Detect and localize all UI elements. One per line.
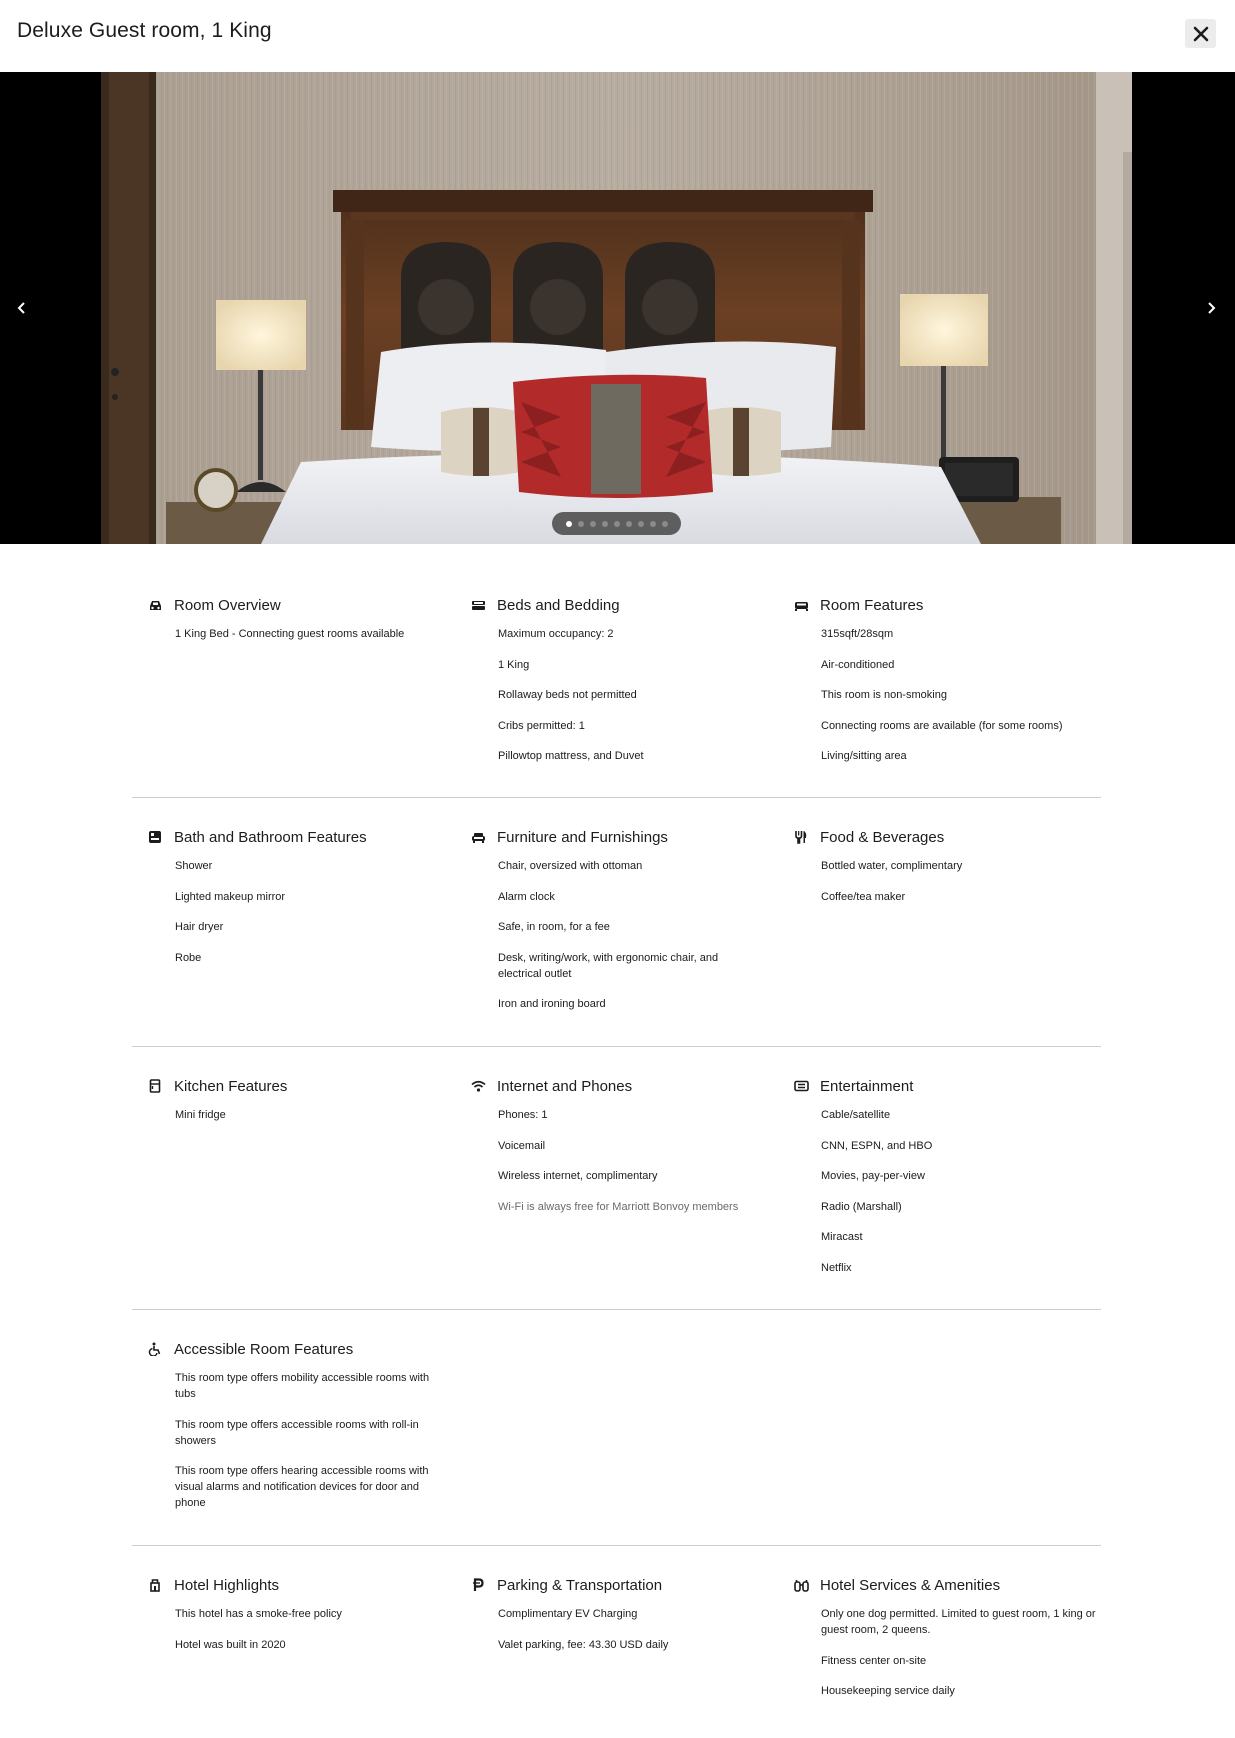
ticket-icon [793, 1078, 809, 1094]
section-title: Room Overview [174, 596, 281, 614]
list-item: Only one dog permitted. Limited to guest room, 1 king or guest room, 2 queens. [821, 1608, 1096, 1636]
list-item: 315sqft/28sqm [821, 628, 894, 640]
hotel-services-column [778, 1574, 1096, 1714]
list-item: Movies, pay-per-view [821, 1170, 925, 1182]
furniture-column [455, 826, 755, 1027]
room-title: Deluxe Guest room, 1 King [17, 19, 272, 42]
kitchen-column [132, 1075, 432, 1138]
sofa-icon [470, 829, 486, 845]
chevron-right-icon [1205, 301, 1217, 315]
list-item: Lighted makeup mirror [175, 890, 286, 903]
gallery-dot[interactable] [578, 521, 584, 527]
bathtub-icon [147, 829, 163, 845]
photo-gallery [0, 72, 1235, 544]
gallery-dot[interactable] [638, 521, 644, 527]
parking-icon [470, 1577, 486, 1593]
list-item: Cable/satellite [821, 1109, 891, 1121]
list-item: Mini fridge [175, 1109, 226, 1121]
list-item: Complimentary EV Charging [498, 1608, 638, 1620]
list-item: Radio (Marshall) [821, 1200, 902, 1213]
gallery-dot[interactable] [662, 521, 668, 527]
list-item: This room is non-smoking [821, 689, 947, 701]
list-item: Valet parking, fee: 43.30 USD daily [498, 1638, 669, 1651]
list-item: Hotel was built in 2020 [175, 1638, 286, 1651]
list-item: Connecting rooms are available (for some rooms) [821, 719, 1063, 732]
bed-icon [470, 597, 486, 613]
gallery-dot[interactable] [614, 521, 620, 527]
list-item: 1 King [498, 658, 530, 671]
wifi-icon [470, 1078, 486, 1094]
room-overview-column [132, 594, 432, 657]
list-item: Voicemail [498, 1139, 546, 1152]
fridge-icon [147, 1078, 163, 1094]
list-item: Wireless internet, complimentary [498, 1170, 658, 1182]
entertainment-column [778, 1075, 1078, 1290]
room-photo [101, 72, 1132, 544]
bath-column [132, 826, 432, 980]
parking-column [455, 1574, 755, 1667]
section-divider [132, 1545, 1101, 1546]
list-item: Chair, oversized with ottoman [498, 860, 643, 872]
list-item: This room type offers hearing accessible rooms with visual alarms and notification devices for door and phone [175, 1465, 429, 1509]
list-item: Bottled water, complimentary [821, 860, 963, 872]
list-item: Coffee/tea maker [821, 890, 906, 903]
section-title: Room Features [820, 596, 924, 614]
list-item: Safe, in room, for a fee [498, 921, 610, 933]
section-title: Food & Beverages [820, 828, 945, 846]
list-item: Shower [175, 860, 213, 872]
list-item: Living/sitting area [821, 750, 907, 762]
wheelchair-icon [147, 1341, 163, 1357]
section-title: Kitchen Features [174, 1077, 288, 1095]
gallery-dot[interactable] [626, 521, 632, 527]
list-item: 1 King Bed - Connecting guest rooms available [175, 628, 405, 640]
list-item: This hotel has a smoke-free policy [175, 1608, 342, 1620]
gallery-pagination [552, 512, 681, 535]
list-item: Fitness center on-site [821, 1654, 927, 1667]
section-title: Parking & Transportation [497, 1576, 663, 1594]
food-column [778, 826, 1078, 919]
accessible-column [132, 1338, 432, 1526]
list-item: Air-conditioned [821, 658, 895, 671]
section-title: Bath and Bathroom Features [174, 828, 367, 846]
list-item: Miracast [821, 1231, 863, 1243]
list-item: Robe [175, 951, 202, 964]
gallery-dot[interactable] [602, 521, 608, 527]
gallery-dot[interactable] [566, 521, 572, 527]
binoculars-icon [793, 1577, 809, 1593]
bed-side-icon [793, 597, 809, 613]
section-divider [132, 1046, 1101, 1047]
room-features-column [778, 594, 1078, 779]
close-icon [1193, 26, 1209, 42]
list-item: Maximum occupancy: 2 [498, 628, 614, 640]
previous-photo-button[interactable] [0, 286, 44, 330]
list-item: Netflix [821, 1261, 852, 1274]
list-item: Phones: 1 [498, 1109, 548, 1121]
list-item: Housekeeping service daily [821, 1685, 955, 1697]
chevron-left-icon [16, 301, 28, 315]
section-divider [132, 1309, 1101, 1310]
next-photo-button[interactable] [1189, 286, 1233, 330]
gallery-dot[interactable] [590, 521, 596, 527]
hotel-icon [147, 1577, 163, 1593]
section-title: Furniture and Furnishings [497, 828, 668, 846]
list-item: Alarm clock [498, 890, 555, 903]
internet-column [455, 1075, 755, 1229]
section-divider [132, 797, 1101, 798]
list-item: Pillowtop mattress, and Duvet [498, 750, 644, 762]
list-item: Iron and ironing board [498, 998, 606, 1010]
list-item: Cribs permitted: 1 [498, 719, 585, 732]
gallery-dot[interactable] [650, 521, 656, 527]
list-item: Rollaway beds not permitted [498, 689, 637, 701]
fork-knife-icon [793, 829, 809, 845]
list-item: CNN, ESPN, and HBO [821, 1139, 933, 1152]
section-title: Beds and Bedding [497, 596, 620, 614]
list-item: Desk, writing/work, with ergonomic chair, and electrical outlet [498, 951, 719, 980]
beds-column [455, 594, 755, 779]
list-item: Hair dryer [175, 921, 224, 933]
section-title: Entertainment [820, 1077, 914, 1095]
car-icon [147, 597, 163, 613]
section-title: Internet and Phones [497, 1077, 633, 1095]
section-title: Hotel Services & Amenities [820, 1576, 1001, 1594]
hotel-highlights-column [132, 1574, 432, 1667]
modal-header [0, 0, 1235, 72]
section-title: Hotel Highlights [174, 1576, 280, 1594]
list-item: This room type offers accessible rooms with roll-in showers [175, 1418, 419, 1447]
wifi-note: Wi-Fi is always free for Marriott Bonvoy members [498, 1200, 739, 1213]
list-item: This room type offers mobility accessible rooms with tubs [175, 1372, 430, 1400]
section-title: Accessible Room Features [174, 1340, 354, 1358]
close-button[interactable] [1185, 19, 1216, 48]
